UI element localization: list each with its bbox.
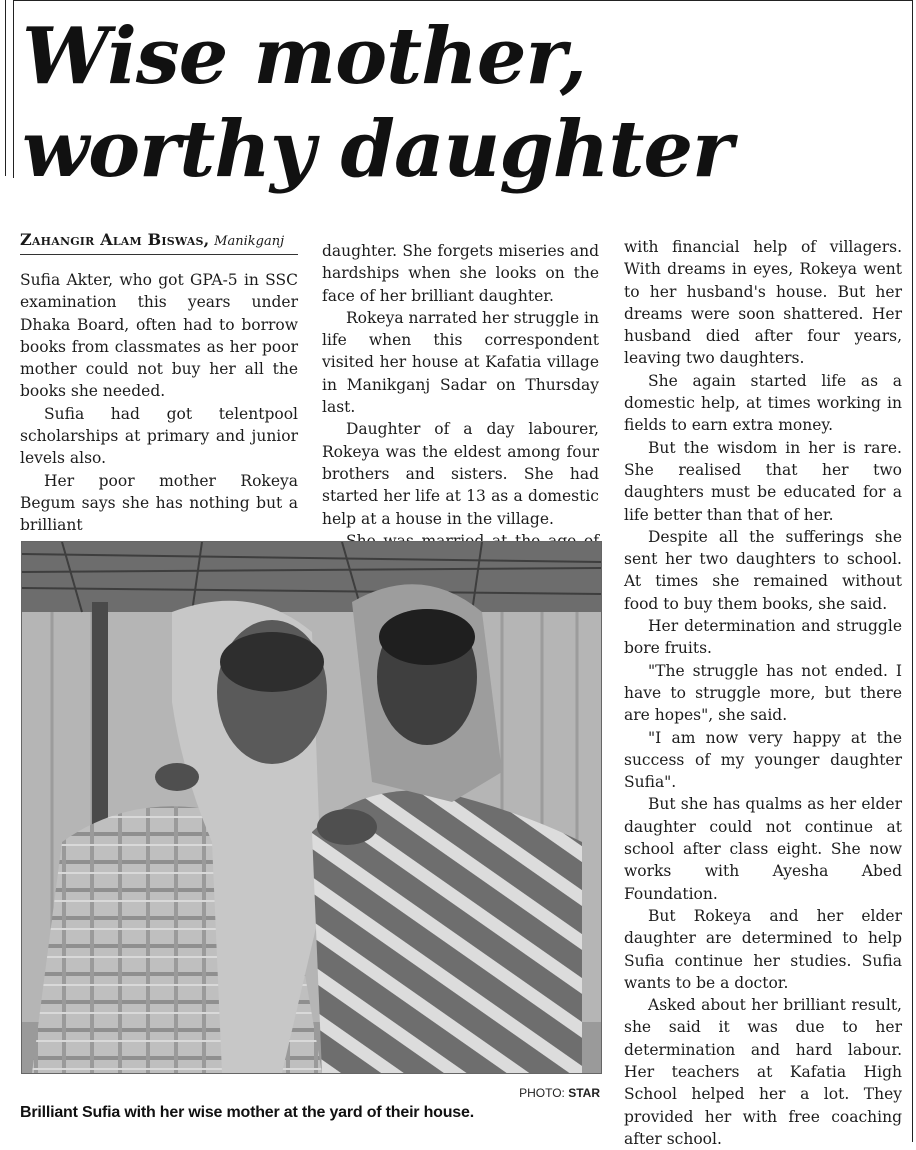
paragraph: Daughter of a day labourer, Rokeya was the eldest among four brothers and sisters. She had started her life at 13 as a domestic help at a house in the village. <box>322 420 599 528</box>
paragraph: Sufia had got telentpool scholarships at primary and junior levels also. <box>20 404 298 468</box>
paragraph: Sufia Akter, who got GPA-5 in SSC examination this years under Dhaka Board, often had to borrow books from classmates as her poor mother could not buy her all the books she needed. <box>20 271 298 401</box>
photo-credit-source: STAR <box>568 1086 600 1100</box>
photo-caption: Brilliant Sufia with her wise mother at the yard of their house. <box>20 1104 474 1121</box>
paragraph: Asked about her brilliant result, she said it was due to her determination and hard labour. Her teachers at Kafatia High School helped her a lot. They provided her with free coaching after school. <box>624 996 902 1148</box>
byline <box>20 230 298 255</box>
page-border-right <box>912 0 913 1142</box>
paragraph: with financial help of villagers. With dreams in eyes, Rokeya went to her husband's house. But her dreams were soon shattered. Her husband died after four years, leaving two daughters. <box>624 238 902 368</box>
paragraph: Rokeya narrated her struggle in life when this correspondent visited her house at Kafatia village in Manikganj Sadar on Thursday last. <box>322 308 599 417</box>
paragraph: But Rokeya and her elder daughter are determined to help Sufia continue her studies. Sufia wants to be a doctor. <box>624 906 902 992</box>
paragraph: "The struggle has not ended. I have to struggle more, but there are hopes", she said. <box>624 661 902 725</box>
paragraph: daughter. She forgets miseries and hardships when she looks on the face of her brilliant daughter. <box>322 242 599 305</box>
paragraph: Despite all the sufferings she sent her two daughters to school. At times she remained without food to buy them books, she said. <box>624 527 902 613</box>
photo-illustration <box>22 542 601 1073</box>
byline-author: Zahangir Alam Biswas, <box>20 230 210 249</box>
headline: Wise mother, worthy daughter <box>22 11 733 195</box>
column-2 <box>322 240 599 574</box>
paragraph: "I am now very happy at the success of my younger daughter Sufia". <box>624 728 902 792</box>
paragraph: She again started life as a domestic help, at times working in fields to earn extra money. <box>624 371 902 435</box>
page-border-left-outer <box>5 0 6 176</box>
page-border-left <box>13 0 14 178</box>
paragraph: Her determination and struggle bore fruits. <box>624 617 902 658</box>
paragraph: Her poor mother Rokeya Begum says she has nothing but a brilliant <box>20 471 298 535</box>
paragraph: But she has qualms as her elder daughter could not continue at school after class eight. She now works with Ayesha Abed Foundation. <box>624 795 902 903</box>
paragraph: But the wisdom in her is rare. She realised that her two daughters must be educated for a life better than that of her. <box>624 438 902 524</box>
column-3 <box>624 236 902 1150</box>
article-photo <box>21 541 602 1074</box>
photo-credit-label: PHOTO: <box>519 1086 565 1100</box>
byline-location: Manikganj <box>214 234 285 249</box>
column-1 <box>20 269 298 537</box>
photo-credit <box>490 1086 600 1100</box>
page-border-top <box>13 0 913 1</box>
